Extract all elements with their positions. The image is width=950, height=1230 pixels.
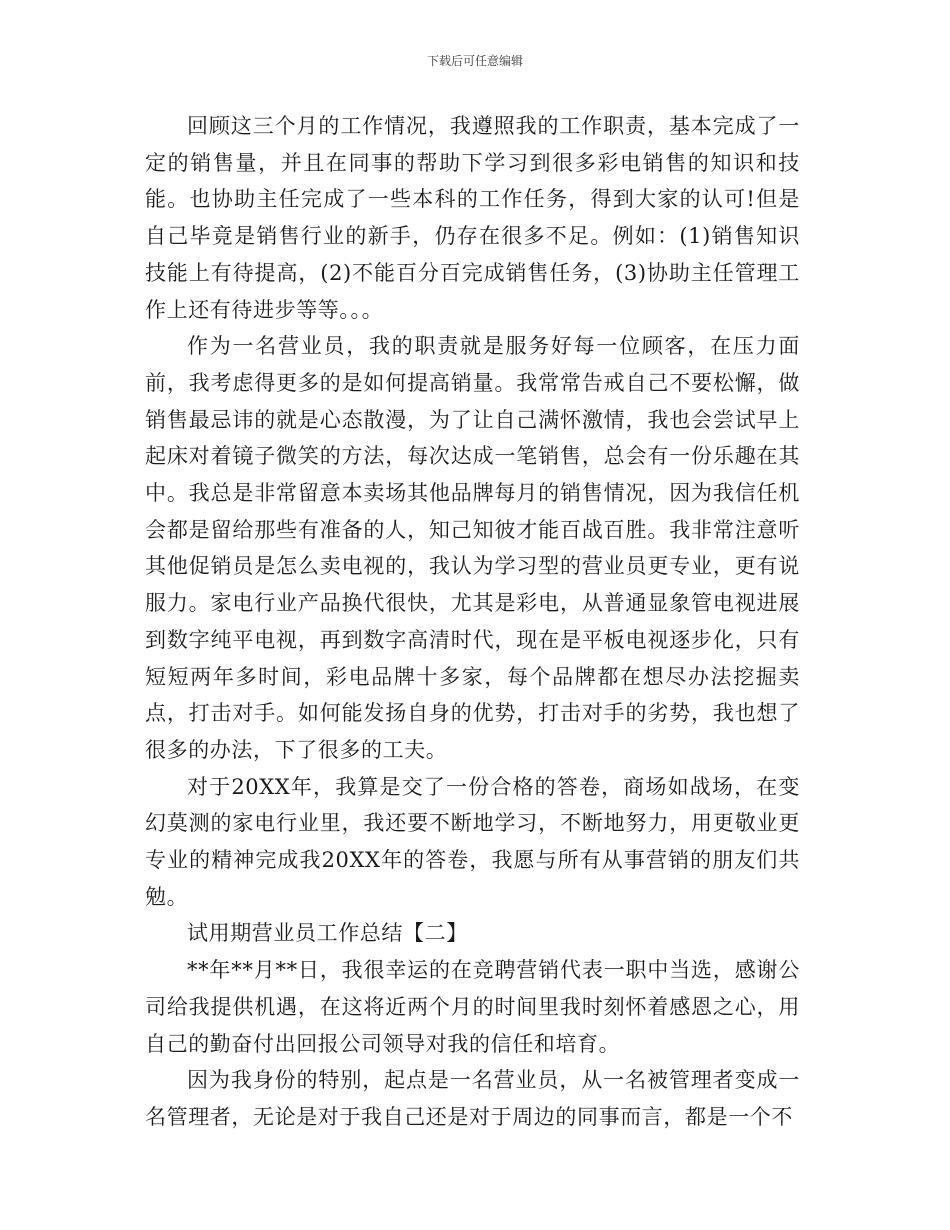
document-body [145,108,800,1136]
paragraph-review: 回顾这三个月的工作情况，我遵照我的工作职责，基本完成了一定的销售量，并且在同事的帮助下学习到很多彩电销售的知识和技能。也协助主任完成了一些本科的工作任务，得到大家的认可!但是自己毕竟是销售行业的新手，仍存在很多不足。例如：(1)销售知识技能上有待提高，(2)不能百分百完成销售任务，(3)协助主任管理工作上还有待进步等等。。。 [145,114,800,322]
paragraph-duties: 作为一名营业员，我的职责就是服务好每一位顾客，在压力面前，我考虑得更多的是如何提高销量。我常常告戒自己不要松懈，做销售最忌讳的就是心态散漫，为了让自己满怀激情，我也会尝试早上起床对着镜子微笑的方法，每次达成一笔销售，总会有一份乐趣在其中。我总是非常留意本卖场其他品牌每月的销售情况，因为我信任机会都是留给那些有准备的人，知己知彼才能百战百胜。我非常注意听其他促销员是怎么卖电视的，我认为学习型的营业员更专业，更有说服力。家电行业产品换代很快，尤其是彩电，从普通显象管电视进展到数字纯平电视，再到数字高清时代，现在是平板电视逐步化，只有短短两年多时间，彩电品牌十多家，每个品牌都在想尽办法挖掘卖点，打击对手。如何能发扬自身的优势，打击对手的劣势，我也想了很多的办法，下了很多的工夫。 [145,334,800,762]
section-heading: 试用期营业员工作总结【二】 [187,921,468,946]
paragraph-promotion: **年**月**日，我很幸运的在竞聘营销代表一职中当选，感谢公司给我提供机遇，在这将近两个月的时间里我时刻怀着感恩之心，用自己的勤奋付出回报公司领导对我的信任和培育。 [145,958,800,1056]
paragraph-identity: 因为我身份的特别，起点是一名营业员，从一名被管理者变成一名管理者，无论是对于我自己还是对于周边的同事而言，都是一个不 [145,1068,800,1129]
page-header: 下载后可任意编辑 [426,54,523,68]
paragraph-conclusion: 对于20XX年，我算是交了一份合格的答卷，商场如战场，在变幻莫测的家电行业里，我还要不断地学习，不断地努力，用更敬业更专业的精神完成我20XX年的答卷，我愿与所有从事营销的朋友们共勉。 [145,774,800,909]
